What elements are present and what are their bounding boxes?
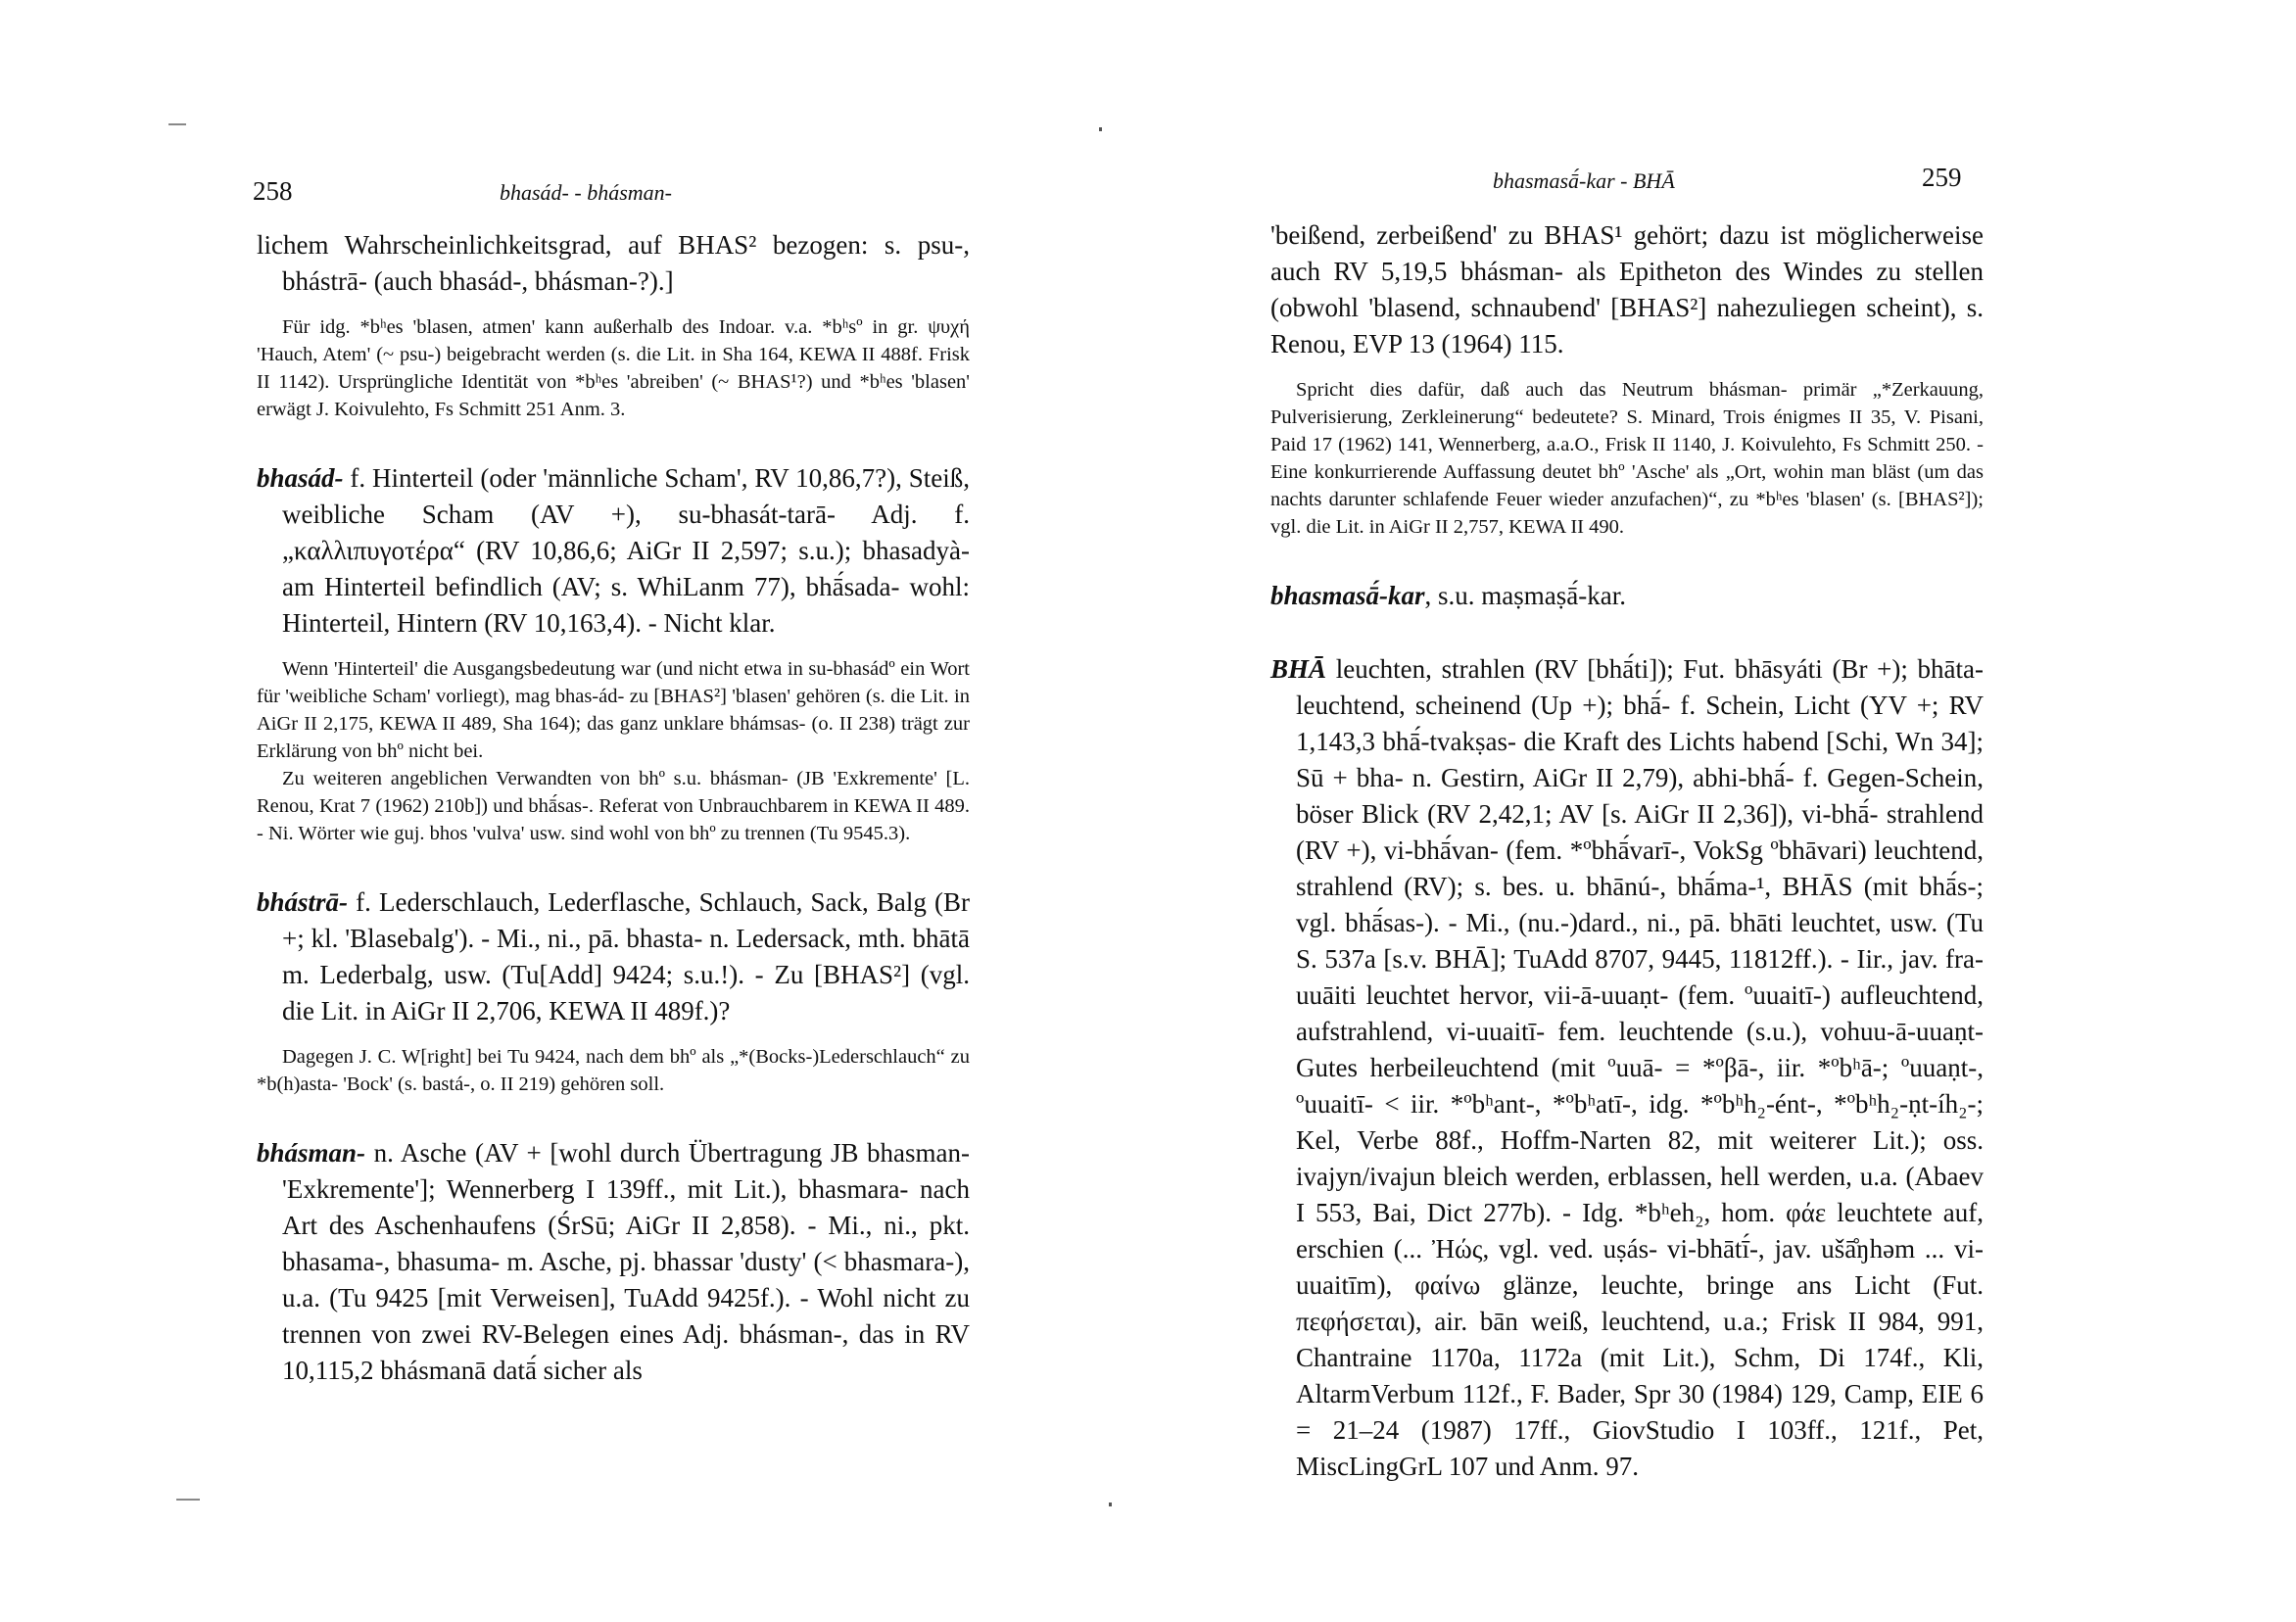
note-paragraph: Dagegen J. C. W[right] bei Tu 9424, nach dem bhº als „*(Bocks-)Lederschlauch“ zu *b(h)asta- 'Bock' (s. bastá-, o. II 219) gehören soll.	[257, 1046, 970, 1095]
lemma: bhasád-	[257, 463, 344, 493]
entry-bha: BHĀ leuchten, strahlen (RV [bhā́ti]); Fut. bhāsyáti (Br +); bhāta- leuchtend, scheinend (Up +); bhā́- f. Schein, Licht (YV +; RV 1,143,3 bhā́-tvakṣas- die Kraft des Lichts habend [Schi, Wn 34]; Sū + bha- n. Gestirn, AiGr II 2,79), abhi-bhā́- f. Gegen-Schein, böser Blick (RV 2,42,1; AV [s. AiGr II 2,36]), vi-bhā́- strahlend (RV +), vi-bhā́van- (fem. *ºbhā́varī-, VokSg ºbhāvari) leuchtend, strahlend (RV); s. bes. u. bhānú-, bhā́ma-¹, BHĀS (mit bhā́s-; vgl. bhā́sas-). - Mi., (nu.-)dard., ni., pā. bhāti leuchtet, usw. (Tu S. 537a [s.v. BHĀ]; TuAdd 8707, 9445, 11812ff.). - Iir., jav. fra-uuāiti leuchtet hervor, vii-ā-uuaṇt- (fem. ºuuaitī-) aufleuchtend, aufstrahlend, vi-uuaitī- fem. leuchtende (s.u.), vohuu-ā-uuaṇt- Gutes herbeileuchtend (mit ºuuā- = *ºβā-, iir. *ºbʰā-; ºuuaṇt-, ºuuaitī- < iir. *ºbʰant-, *ºbʰatī-, idg. *ºbʰh₂-ént-, *ºbʰh₂-ṇt-íh₂-; Kel, Verbe 88f., Hoffm-Narten 82, mit weiterer Lit.); oss. ivajyn/ivajun bleich werden, erblassen, hell werden, u.a. (Abaev I 553, Bai, Dict 277b). - Idg. *bʰeh₂, hom. φάε leuchtete auf, erschien (... Ἠώς, vgl. ved. uṣás- vi-bhātī́-, jav. ušā̊ŋhəm ... vi-uuaitīm), φαίνω glänze, leuchte, bringe ans Licht (Fut. πεφήσεται), air. bān weiß, leuchtend, u.a.; Frisk II 984, 991, Chantraine 1170a, 1172a (mit Lit.), Schm, Di 174f., Kli, AltarmVerbum 112f., F. Bader, Spr 30 (1984) 129, Camp, EIE 6 = 21–24 (1987) 17ff., GiovStudio I 103ff., 121f., Pet, MiscLingGrL 107 und Anm. 97.	[1270, 654, 1984, 1481]
note-paragraph: Zu weiteren angeblichen Verwandten von bhº s.u. bhásman- (JB 'Exkremente' [L. Renou, Krat 7 (1962) 210b]) und bhā́sas-. Referat von Unbrauchbarem in KEWA II 489. - Ni. Wörter wie guj. bhos 'vulva' usw. sind wohl von bhº zu trennen (Tu 9545.3).	[257, 768, 970, 844]
lemma: bhasmasā́-kar	[1270, 581, 1425, 610]
running-head: bhasád- - bhásman-	[500, 180, 672, 205]
left-text-column	[257, 227, 970, 1389]
entry-bhastra: bhástrā- f. Lederschlauch, Lederflasche, Schlauch, Sack, Balg (Br +; kl. 'Blasebalg'). - Mi., ni., pā. bhasta- n. Ledersack, mth. bhātā m. Lederbalg, usw. (Tu[Add] 9424; s.u.!). - Zu [BHAS²] (vgl. die Lit. in AiGr II 2,706, KEWA II 489f.)?	[257, 887, 970, 1026]
scan-mark	[176, 1499, 200, 1501]
entry-bhasad: bhasád- f. Hinterteil (oder 'männliche Scham', RV 10,86,7?), Steiß, weibliche Scham (AV +), su-bhasát-tarā- Adj. f. „καλλιπυγοτέρα“ (RV 10,86,6; AiGr II 2,597; s.u.); bhasadyà- am Hinterteil befindlich (AV; s. WhiLanm 77), bhā́sada- wohl: Hinterteil, Hintern (RV 10,163,4). - Nicht klar.	[257, 463, 970, 638]
paragraph: lichem Wahrscheinlichkeitsgrad, auf BHAS² bezogen: s. psu-, bhástrā- (auch bhasád-, bhásman-?).]	[257, 230, 970, 296]
running-head: bhasmasā́-kar - BHĀ	[1493, 168, 1675, 193]
lemma: bhástrā-	[257, 887, 349, 917]
scan-mark	[1109, 1503, 1112, 1506]
right-page	[1148, 0, 2296, 1622]
note-paragraph: Spricht dies dafür, daß auch das Neutrum bhásman- primär „*Zerkauung, Pulverisierung, Zerkleinerung“ bedeutete? S. Minard, Trois énigmes II 35, V. Pisani, Paid 17 (1962) 141, Wennerberg, a.a.O., Frisk II 1140, J. Koivulehto, Fs Schmitt 250. - Eine konkurrierende Auffassung deutet bhº 'Asche' als „Ort, wohin man bläst (um das nachts darunter schlafende Feuer wieder anzufachen)“, zu *bʰes 'blasen' (s. [BHAS²]); vgl. die Lit. in AiGr II 2,757, KEWA II 490.	[1270, 379, 1984, 538]
lemma: bhásman-	[257, 1138, 366, 1168]
entry-bhasmasa-kar: bhasmasā́-kar, s.u. maṣmaṣā́-kar.	[1270, 581, 1626, 610]
scan-mark	[1099, 127, 1102, 131]
entry-bhasman: bhásman- n. Asche (AV + [wohl durch Übertragung JB bhasman- 'Exkremente']; Wennerberg I 139ff., mit Lit.), bhasmara- nach Art des Aschenhaufens (ŚrSū; AiGr II 2,858). - Mi., ni., pkt. bhasama-, bhasuma- m. Asche, pj. bhassar 'dusty' (< bhasmara-), u.a. (Tu 9425 [mit Verweisen], TuAdd 9425f.). - Wohl nicht zu trennen von zwei RV-Belegen eines Adj. bhásman-, das in RV 10,115,2 bhásmanā datā́ sicher als	[257, 1138, 970, 1385]
note-paragraph: Für idg. *bʰes 'blasen, atmen' kann außerhalb des Indoar. v.a. *bʰsº in gr. ψυχή 'Hauch, Atem' (~ psu-) beigebracht werden (s. die Lit. in Sha 164, KEWA II 488f. Frisk II 1142). Ursprüngliche Identität von *bʰes 'abreiben' (~ BHAS¹?) und *bʰes 'blasen' erwägt J. Koivulehto, Fs Schmitt 251 Anm. 3.	[257, 316, 970, 420]
paragraph: 'beißend, zerbeißend' zu BHAS¹ gehört; dazu ist möglicherweise auch RV 5,19,5 bhásman- als Epitheton des Windes zu stellen (obwohl 'blasend, schnaubend' [BHAS²] nahezuliegen scheint), s. Renou, EVP 13 (1964) 115.	[1270, 220, 1984, 358]
page-number: 259	[1922, 163, 1962, 192]
lemma: BHĀ	[1270, 654, 1327, 684]
page-number: 258	[253, 176, 293, 206]
right-text-column	[1270, 217, 1984, 1485]
scan-mark	[168, 123, 186, 125]
note-paragraph: Wenn 'Hinterteil' die Ausgangsbedeutung war (und nicht etwa in su-bhasádº ein Wort für 'weibliche Scham' vorliegt), mag bhas-ád- zu [BHAS²] 'blasen' gehören (s. die Lit. in AiGr II 2,175, KEWA II 489, Sha 164); das ganz unklare bhámsas- (o. II 238) trägt zur Erklärung von bhº nicht bei.	[257, 658, 970, 762]
